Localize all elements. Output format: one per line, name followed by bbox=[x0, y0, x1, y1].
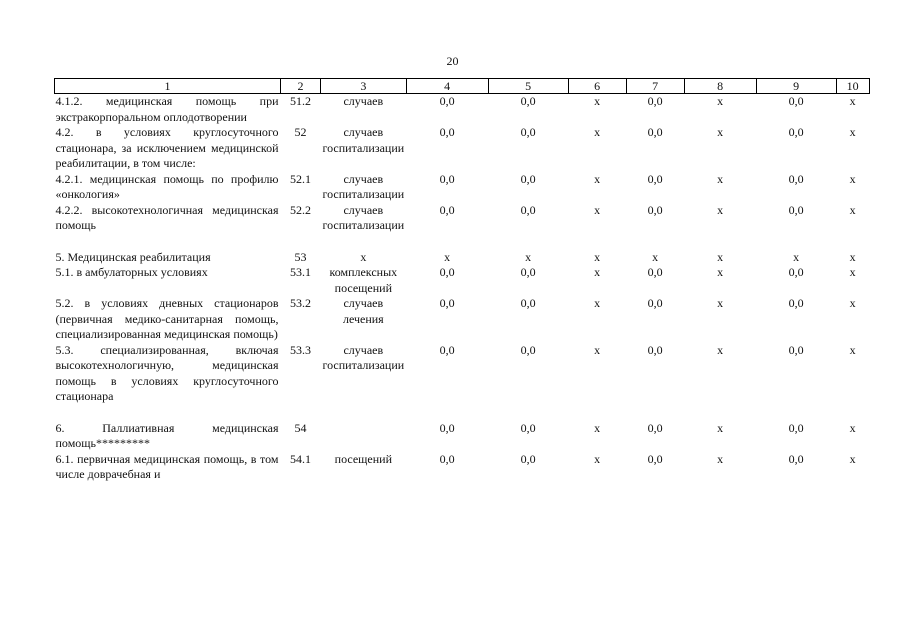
row-value-8: х bbox=[717, 420, 724, 435]
row-value-9: 0,0 bbox=[788, 265, 804, 279]
row-code: 53 bbox=[294, 249, 307, 264]
header-cell: 5 bbox=[488, 79, 568, 94]
data-table bbox=[54, 78, 870, 483]
row-value-10: х bbox=[849, 171, 856, 186]
header-cell: 3 bbox=[321, 79, 407, 94]
row-name: 5.1. в амбулаторных условиях bbox=[55, 265, 208, 279]
header-cell: 10 bbox=[836, 79, 869, 94]
row-name: 5.2. в условиях дневных стационаров (первичная медико-санитарная помощь, специализированная медицинская помощь) bbox=[55, 296, 279, 341]
row-value-10: х bbox=[849, 265, 856, 279]
row-unit: посещений bbox=[334, 451, 392, 466]
row-code: 52 bbox=[294, 125, 307, 139]
row-value-8: х bbox=[717, 94, 724, 108]
row-name: 4.2.2. высокотехнологичная медицинская помощь bbox=[55, 202, 279, 232]
header-cell: 2 bbox=[281, 79, 321, 94]
table-row bbox=[55, 405, 870, 452]
row-value-9: 0,0 bbox=[788, 342, 804, 357]
table-row bbox=[55, 265, 870, 296]
row-value-5: х bbox=[525, 249, 532, 264]
row-value-7: х bbox=[652, 249, 659, 264]
row-unit bbox=[321, 405, 407, 452]
table-row bbox=[55, 343, 870, 405]
row-name: 5. Медицинская реабилитация bbox=[55, 249, 211, 264]
row-value-7: 0,0 bbox=[647, 265, 663, 279]
row-value-9: 0,0 bbox=[788, 171, 804, 186]
header-cell: 8 bbox=[684, 79, 756, 94]
row-value-4: 0,0 bbox=[439, 342, 455, 357]
header-row bbox=[55, 79, 870, 94]
row-value-10: х bbox=[849, 451, 856, 466]
row-value-9: 0,0 bbox=[788, 420, 804, 435]
row-value-8: х bbox=[717, 202, 724, 217]
row-value-5: 0,0 bbox=[520, 202, 536, 217]
row-code: 54.1 bbox=[290, 451, 311, 466]
row-value-5: 0,0 bbox=[520, 171, 536, 186]
row-value-4: 0,0 bbox=[439, 94, 455, 108]
row-value-6: х bbox=[594, 451, 601, 466]
header-cell: 4 bbox=[406, 79, 488, 94]
row-value-8: х bbox=[717, 125, 724, 139]
row-value-4: х bbox=[444, 249, 451, 264]
row-unit: комплексных посещений bbox=[329, 265, 398, 295]
row-value-6: х bbox=[594, 265, 601, 279]
header-cell: 7 bbox=[626, 79, 684, 94]
row-value-6: х bbox=[594, 94, 601, 108]
row-value-7: 0,0 bbox=[647, 171, 663, 186]
row-value-10: х bbox=[849, 420, 856, 435]
row-value-7: 0,0 bbox=[647, 94, 663, 108]
row-value-4: 0,0 bbox=[439, 171, 455, 186]
row-name: 5.3. специализированная, включая высокотехнологичную, медицинская помощь в условиях круглосуточного стационара bbox=[55, 342, 279, 403]
table-row bbox=[55, 234, 870, 266]
row-value-10: х bbox=[849, 125, 856, 139]
row-code: 54 bbox=[294, 420, 307, 435]
row-value-7: 0,0 bbox=[647, 420, 663, 435]
table-row bbox=[55, 94, 870, 126]
table-row bbox=[55, 203, 870, 234]
row-value-4: 0,0 bbox=[439, 420, 455, 435]
row-value-9: 0,0 bbox=[788, 451, 804, 466]
row-value-10: х bbox=[849, 249, 856, 264]
row-value-5: 0,0 bbox=[520, 296, 536, 310]
row-unit: х bbox=[360, 249, 367, 264]
row-value-6: х bbox=[594, 202, 601, 217]
row-value-10: х bbox=[849, 342, 856, 357]
row-value-7: 0,0 bbox=[647, 296, 663, 310]
row-value-4: 0,0 bbox=[439, 296, 455, 310]
row-code: 52.1 bbox=[290, 171, 311, 186]
row-value-10: х bbox=[849, 296, 856, 310]
row-value-4: 0,0 bbox=[439, 125, 455, 139]
row-unit: случаев лечения bbox=[342, 296, 384, 326]
row-unit: случаев госпитализации bbox=[322, 342, 405, 372]
row-value-9: 0,0 bbox=[788, 125, 804, 139]
row-value-4: 0,0 bbox=[439, 202, 455, 217]
row-value-9: 0,0 bbox=[788, 94, 804, 108]
row-value-5: 0,0 bbox=[520, 265, 536, 279]
row-unit: случаев госпитализации bbox=[322, 171, 405, 201]
row-value-6: х bbox=[594, 249, 601, 264]
row-code: 53.2 bbox=[290, 296, 311, 310]
row-value-6: х bbox=[594, 342, 601, 357]
row-value-8: х bbox=[717, 171, 724, 186]
row-name: 6.1. первичная медицинская помощь, в том числе доврачебная и bbox=[55, 451, 279, 481]
row-value-5: 0,0 bbox=[520, 451, 536, 466]
row-value-10: х bbox=[849, 202, 856, 217]
table-row bbox=[55, 172, 870, 203]
row-name: 4.1.2. медицинская помощь при экстракорпоральном оплодотворении bbox=[55, 94, 279, 124]
header-cell: 9 bbox=[756, 79, 836, 94]
table-row bbox=[55, 125, 870, 172]
row-value-6: х bbox=[594, 125, 601, 139]
row-value-6: х bbox=[594, 420, 601, 435]
row-value-5: 0,0 bbox=[520, 342, 536, 357]
header-cell: 6 bbox=[568, 79, 626, 94]
row-value-8: х bbox=[717, 249, 724, 264]
row-value-6: х bbox=[594, 296, 601, 310]
row-code: 53.3 bbox=[290, 342, 311, 357]
page-number: 20 bbox=[446, 54, 459, 68]
header-cell: 1 bbox=[55, 79, 281, 94]
row-value-7: 0,0 bbox=[647, 451, 663, 466]
row-unit: случаев bbox=[343, 94, 384, 108]
table-row bbox=[55, 452, 870, 483]
row-code: 51.2 bbox=[290, 94, 311, 108]
row-value-9: х bbox=[793, 249, 800, 264]
row-value-10: х bbox=[849, 94, 856, 108]
row-unit: случаев госпитализации bbox=[322, 125, 405, 155]
row-value-9: 0,0 bbox=[788, 202, 804, 217]
row-value-8: х bbox=[717, 451, 724, 466]
row-value-5: 0,0 bbox=[520, 125, 536, 139]
row-name: 4.2.1. медицинская помощь по профилю «онкология» bbox=[55, 171, 279, 201]
row-name: 4.2. в условиях круглосуточного стационара, за исключением медицинской реабилитации, в том числе: bbox=[55, 125, 279, 170]
row-value-5: 0,0 bbox=[520, 94, 536, 108]
row-value-7: 0,0 bbox=[647, 202, 663, 217]
row-name: 6. Паллиативная медицинская помощь********* bbox=[55, 420, 279, 450]
row-value-7: 0,0 bbox=[647, 342, 663, 357]
row-value-5: 0,0 bbox=[520, 420, 536, 435]
row-value-8: х bbox=[717, 342, 724, 357]
row-code: 53.1 bbox=[290, 265, 311, 279]
row-value-4: 0,0 bbox=[439, 451, 455, 466]
row-code: 52.2 bbox=[290, 202, 311, 217]
table-row bbox=[55, 296, 870, 343]
row-value-4: 0,0 bbox=[439, 265, 455, 279]
row-value-7: 0,0 bbox=[647, 125, 663, 139]
row-value-6: х bbox=[594, 171, 601, 186]
row-value-9: 0,0 bbox=[788, 296, 804, 310]
row-unit: случаев госпитализации bbox=[322, 202, 405, 232]
row-value-8: х bbox=[717, 296, 724, 310]
row-value-8: х bbox=[717, 265, 724, 279]
